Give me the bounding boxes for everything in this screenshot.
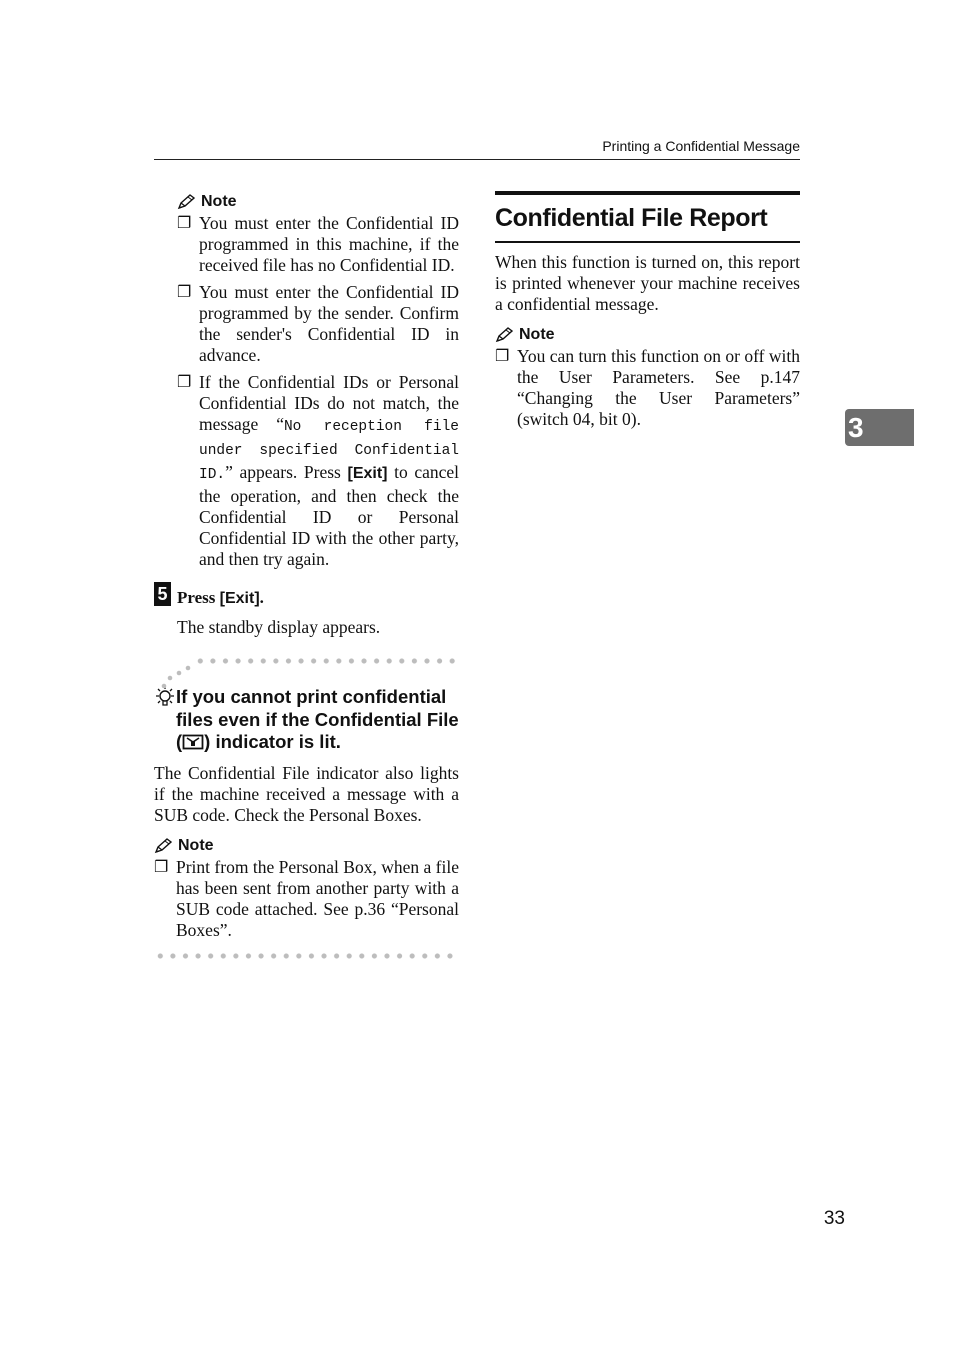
tip-top-border [194, 658, 459, 664]
tip-box [154, 658, 459, 959]
display-message: No reception file under specified Confidential ID. [199, 419, 459, 483]
checkbox-bullet-icon: ❐ [177, 284, 192, 301]
tip-body: The Confidential File indicator also lights if the machine received a message with a SUB code. Check the Personal Boxes. [154, 762, 459, 825]
step-number-icon: 5 [154, 582, 171, 606]
step-result: The standby display appears. [177, 617, 381, 637]
page-number: 33 [823, 1208, 845, 1229]
tip-heading: If you cannot print confidential files even if the Confidential File ( ) indicator is lit. [176, 686, 459, 752]
checkbox-bullet-icon: ❐ [495, 348, 510, 365]
tip-bottom-border [154, 953, 459, 959]
note-heading: Note [177, 193, 459, 211]
exit-key-label: [Exit] [219, 590, 260, 607]
section-intro: When this function is turned on, this report is printed whenever your machine receives a confidential message. [495, 252, 800, 314]
running-header: Printing a Confidential Message [602, 138, 800, 154]
note-block [154, 837, 459, 941]
note-item: ❐ If the Confidential IDs or Personal Confidential IDs do not match, the message “No reception file under specified Confidential ID.” appears. Press [Exit] to cancel the operation, and then check the Confidential ID or Personal Confidential ID with the other party, and then try again. [177, 372, 460, 569]
note-heading: Note [154, 837, 459, 855]
section-bottom-rule [495, 241, 800, 243]
confidential-file-indicator-icon [182, 734, 204, 750]
section-title: Confidential File Report [495, 204, 768, 232]
checkbox-bullet-icon: ❐ [177, 215, 192, 232]
note-heading: Note [495, 326, 800, 344]
step-block [154, 582, 459, 638]
checkbox-bullet-icon: ❐ [177, 374, 192, 391]
checkbox-bullet-icon: ❐ [154, 858, 169, 876]
header-rule [154, 159, 800, 160]
note-item: ❐ Print from the Personal Box, when a file has been sent from another party with a SUB code attached. See p.36 “Personal Boxes”. [154, 856, 459, 940]
exit-key-label: [Exit] [347, 465, 388, 482]
section-top-rule [495, 191, 800, 195]
step-instruction: Press [Exit]. [177, 588, 264, 607]
pencil-icon [154, 838, 174, 854]
right-column [495, 191, 800, 436]
tip-corner-dots [158, 664, 194, 694]
note-item: ❐ You must enter the Confidential ID programmed in this machine, if the received file has no Confidential ID. [177, 213, 459, 275]
chapter-tab: 3 [845, 409, 914, 446]
pencil-icon [177, 194, 197, 210]
note-block [154, 193, 459, 570]
note-block [495, 326, 800, 430]
left-column [154, 193, 459, 959]
pencil-icon [495, 327, 515, 343]
note-item: ❐ You can turn this function on or off with the User Parameters. See p.147 “Changing the User Parameters” (switch 04, bit 0). [495, 346, 800, 429]
note-item: ❐ You must enter the Confidential ID programmed by the sender. Confirm the sender's Confidential ID in advance. [177, 282, 459, 365]
